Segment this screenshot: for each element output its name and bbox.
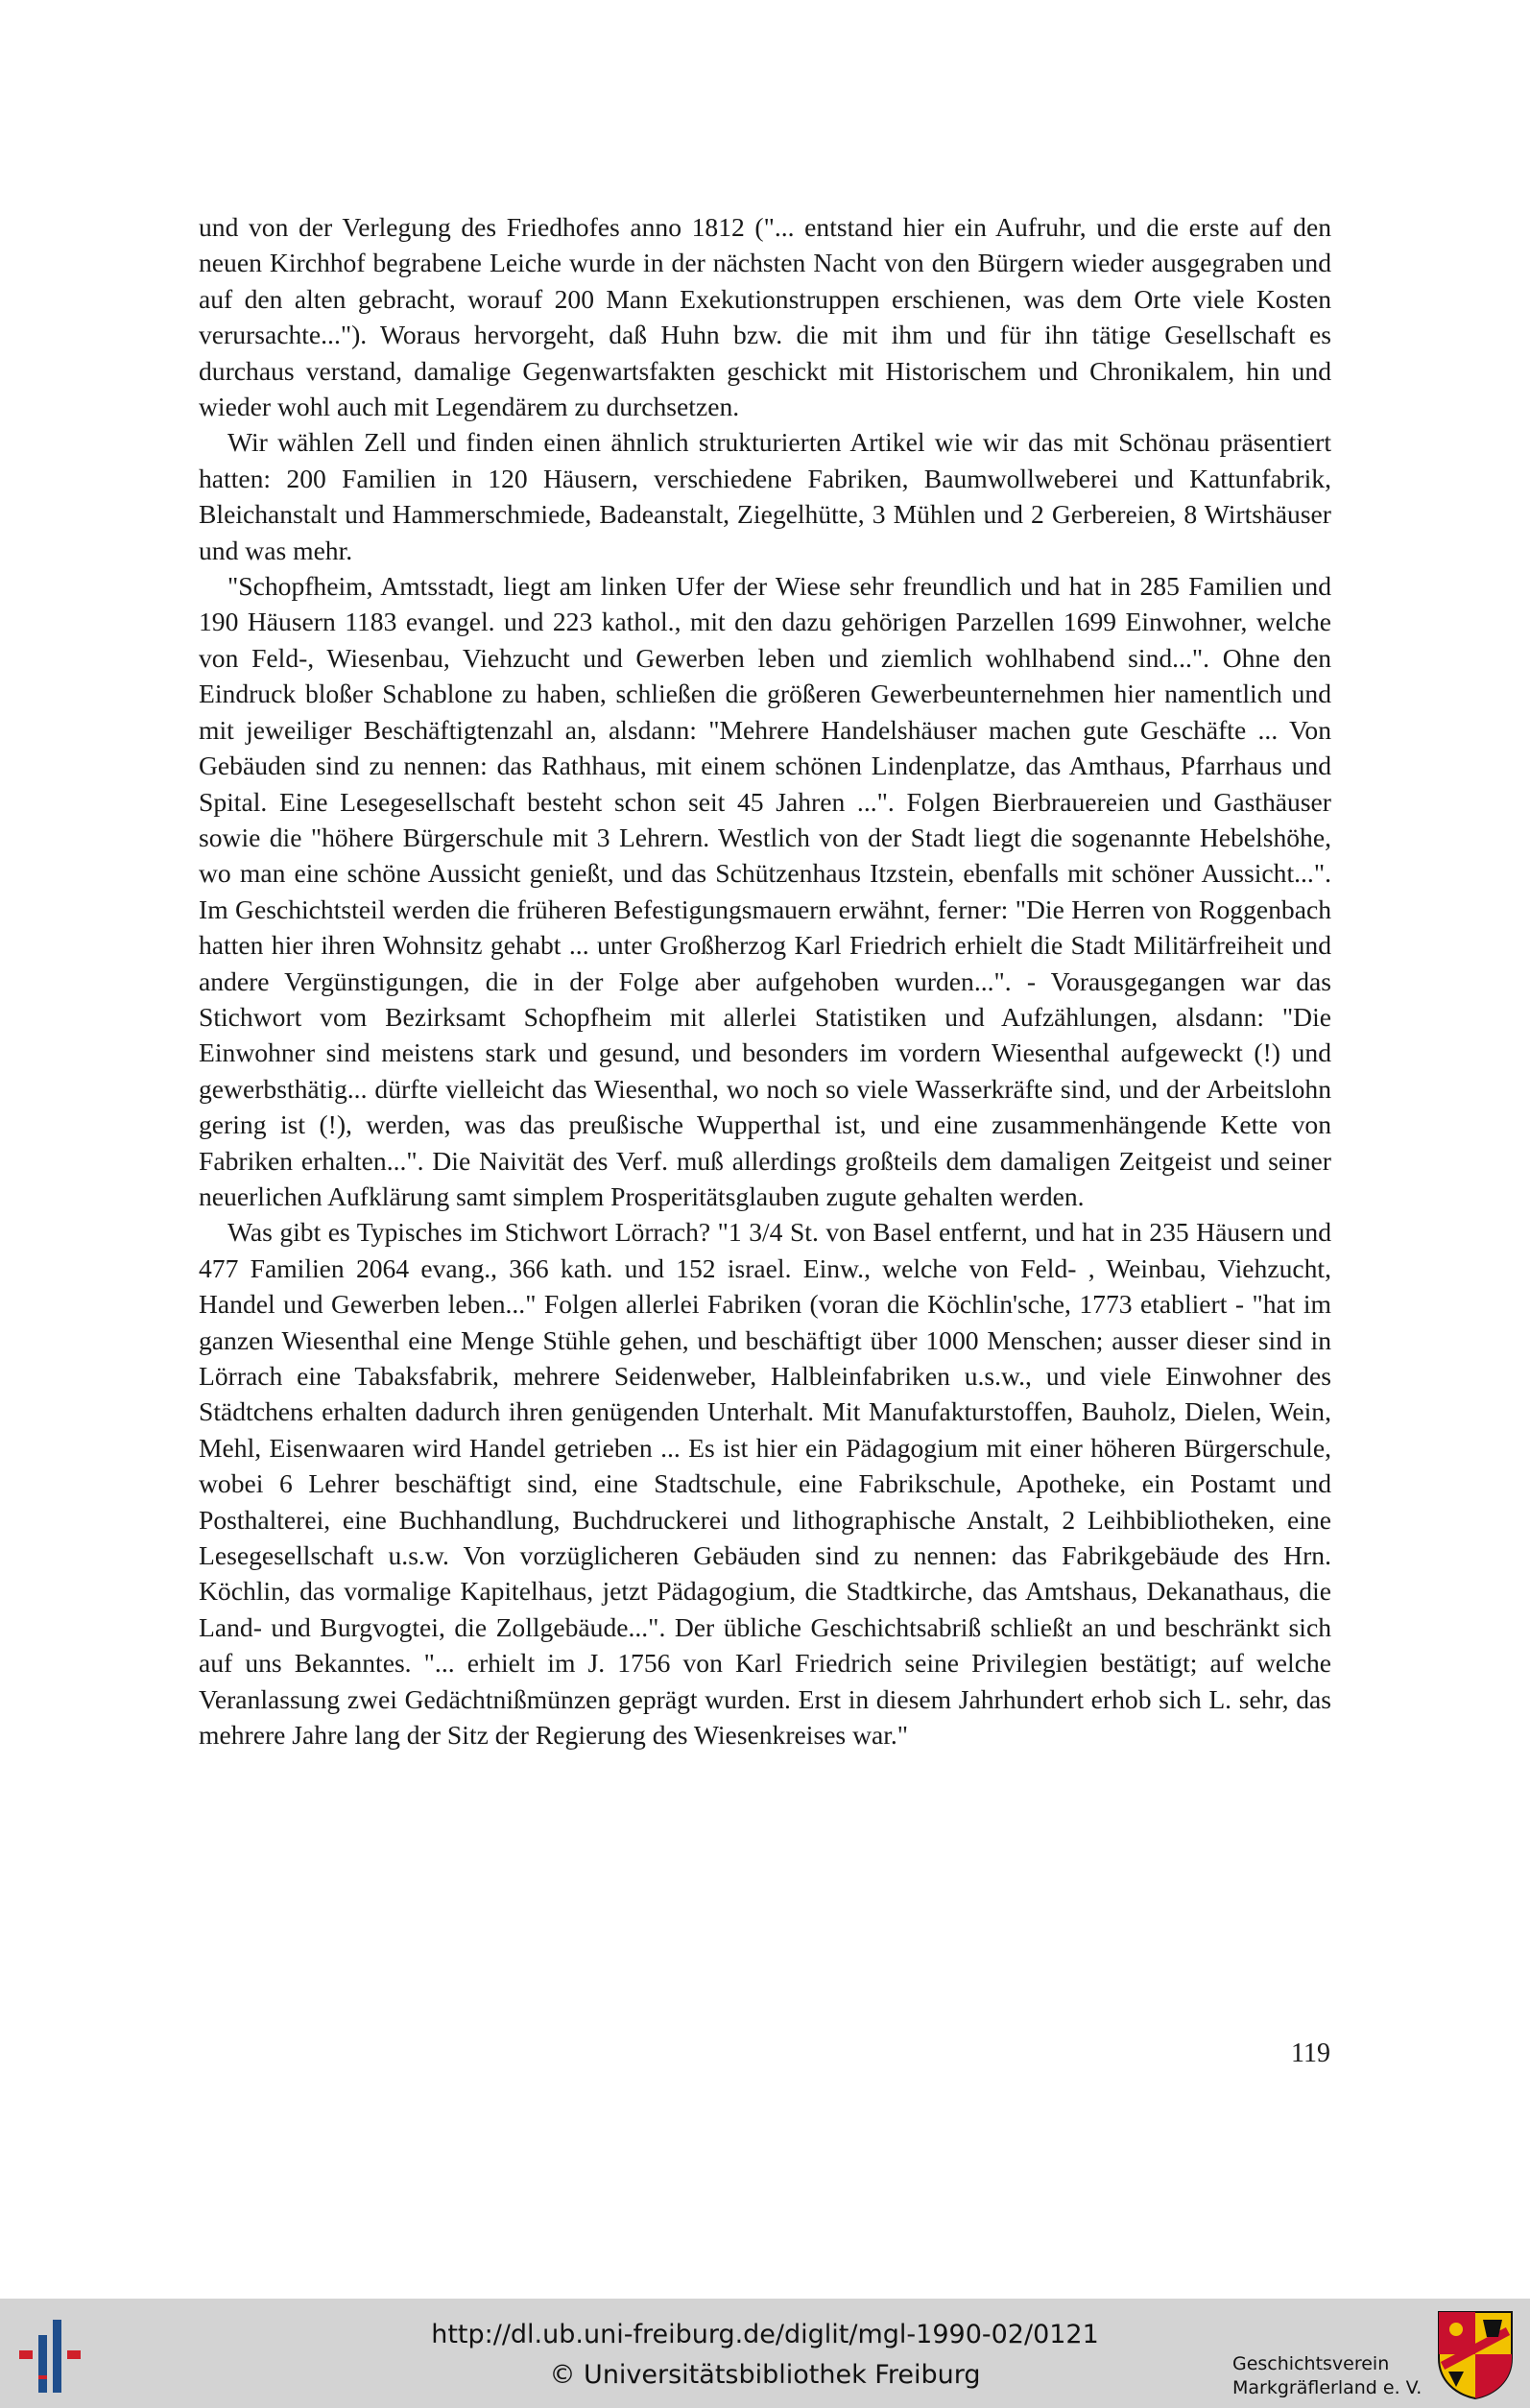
copyright-text: © Universitätsbibliothek Freiburg (549, 2360, 981, 2390)
paragraph: Was gibt es Typisches im Stichwort Lörrach? "1 3/4 St. von Basel entfernt, und hat in 235 Häusern und 477 Familien 2064 evang., 366 kath. und 152 israel. Einw., welche von Feld- , Weinbau, Viehzucht, Handel und Gewerben leben..." Folgen allerlei Fabriken (voran die Köchlin'sche, 1773 etabliert - "hat im ganzen Wiesenthal eine Menge Stühle gehen, und beschäftigt über 1000 Menschen; ausser dieser sind in Lörrach eine Tabaksfabrik, mehrere Seidenweber, Halbleinfabriken u.s.w., und viele Einwohner des Städtchens erhalten dadurch ihren genügenden Unterhalt. Mit Manufakturstoffen, Bauholz, Dielen, Wein, Mehl, Eisenwaaren wird Handel getrieben ... Es ist hier ein Pädagogium mit einer höheren Bürgerschule, wobei 6 Lehrer beschäftigt sind, eine Stadtschule, eine Fabrikschule, Apotheke, ein Postamt und Posthalterei, eine Buchhandlung, Buchdruckerei und lithographische Anstalt, 2 Leihbibliotheken, eine Lesegesellschaft u.s.w. Von vorzüglicheren Gebäuden sind zu nennen: das Fabrikgebäude des Hrn. Köchlin, das vormalige Kapitelhaus, jetzt Pädagogium, die Stadtkirche, das Amtshaus, Dekanathaus, die Land- und Burgvogtei, die Zollgebäude...". Der übliche Geschichtsabriß schließt an und beschränkt sich auf uns Bekanntes. "... erhielt im J. 1756 von Karl Friedrich seine Privilegien bestätigt; auf welche Veranlassung zwei Gedächtnißmünzen geprägt wurden. Erst in diesem Jahrhundert erhob sich L. sehr, das mehrere Jahre lang der Sitz der Regierung des Wiesenkreises war." (199, 1217, 1331, 1751)
paragraph: Wir wählen Zell und finden einen ähnlich strukturierten Artikel wie wir das mit Schönau präsentiert hatten: 200 Familien in 120 Häusern, verschiedene Fabriken, Baumwollweberei und Kattunfabrik, Bleichanstalt und Hammerschmiede, Badeanstalt, Ziegelhütte, 3 Mühlen und 2 Gerbereien, 8 Wirtshäuser und was mehr. (199, 427, 1331, 565)
article-body (199, 209, 1331, 1752)
organization-line: Markgräflerland e. V. (1232, 2377, 1422, 2398)
paragraph: und von der Verlegung des Friedhofes anno 1812 ("... entstand hier ein Aufruhr, und die erste auf den neuen Kirchhof begrabene Leiche wurde in der nächsten Nacht von den Bürgern wieder ausgegraben und auf den alten gebracht, worauf 200 Mann Exekutionstruppen erschienen, was dem Orte viele Kosten verursachte..."). Woraus hervorgeht, daß Huhn bzw. die mit ihm und für ihn tätige Gesellschaft es durchaus verstand, damalige Gegenwartsfakten geschickt mit Historischem und Chronikalem, hin und wieder wohl auch mit Legendärem zu durchsetzen. (199, 212, 1331, 422)
footer-bar (0, 2299, 1530, 2408)
organization-name (1232, 2352, 1422, 2400)
source-url-link[interactable]: http://dl.ub.uni-freiburg.de/diglit/mgl-1990-02/0121 (431, 2320, 1099, 2349)
page-number: 119 (1291, 2038, 1330, 2068)
organization-line: Geschichtsverein (1232, 2353, 1390, 2374)
coat-of-arms-icon (1435, 2308, 1516, 2400)
paragraph: "Schopfheim, Amtsstadt, liegt am linken Ufer der Wiese sehr freundlich und hat in 285 Familien und 190 Häusern 1183 evangel. und 223 kathol., mit den dazu gehörigen Parzellen 1699 Einwohner, welche von Feld-, Wiesenbau, Viehzucht und Gewerben leben und ziemlich wohlhabend sind...". Ohne den Eindruck bloßer Schablone zu haben, schließen die größeren Gewerbeunternehmen hier namentlich und mit jeweiliger Beschäftigtenzahl an, alsdann: "Mehrere Handelshäuser machen gute Geschäfte ... Von Gebäuden sind zu nennen: das Rathhaus, mit einem schönen Lindenplatze, das Amthaus, Pfarrhaus und Spital. Eine Lesegesellschaft besteht schon seit 45 Jahren ...". Folgen Bierbrauereien und Gasthäuser sowie die "höhere Bürgerschule mit 3 Lehrern. Westlich von der Stadt liegt die sogenannte Hebelshöhe, wo man eine schöne Aussicht genießt, und das Schützenhaus Itzstein, ebenfalls mit schöner Aussicht...". Im Geschichtsteil werden die früheren Befestigungsmauern erwähnt, ferner: "Die Herren von Roggenbach hatten hier ihren Wohnsitz gehabt ... unter Großherzog Karl Friedrich erhielt die Stadt Militärfreiheit und andere Vergünstigungen, die in der Folge aber aufgehoben wurden...". - Vorausgegangen war das Stichwort vom Bezirksamt Schopfheim mit allerlei Statistiken und Aufzählungen, alsdann: "Die Einwohner sind meistens stark und gesund, und besonders im vordern Wiesenthal aufgeweckt (!) und gewerbsthätig... dürfte vielleicht das Wiesenthal, wo noch so viele Wasserkräfte sind, und der Arbeitslohn gering ist (!), werden, was das preußische Wupperthal ist, und eine zusammenhängende Kette von Fabriken erhalten...". Die Naivität des Verf. muß allerdings großteils dem damaligen Zeitgeist und seiner neuerlichen Aufklärung samt simplem Prosperitätsglauben zugute gehalten werden. (199, 571, 1331, 1211)
